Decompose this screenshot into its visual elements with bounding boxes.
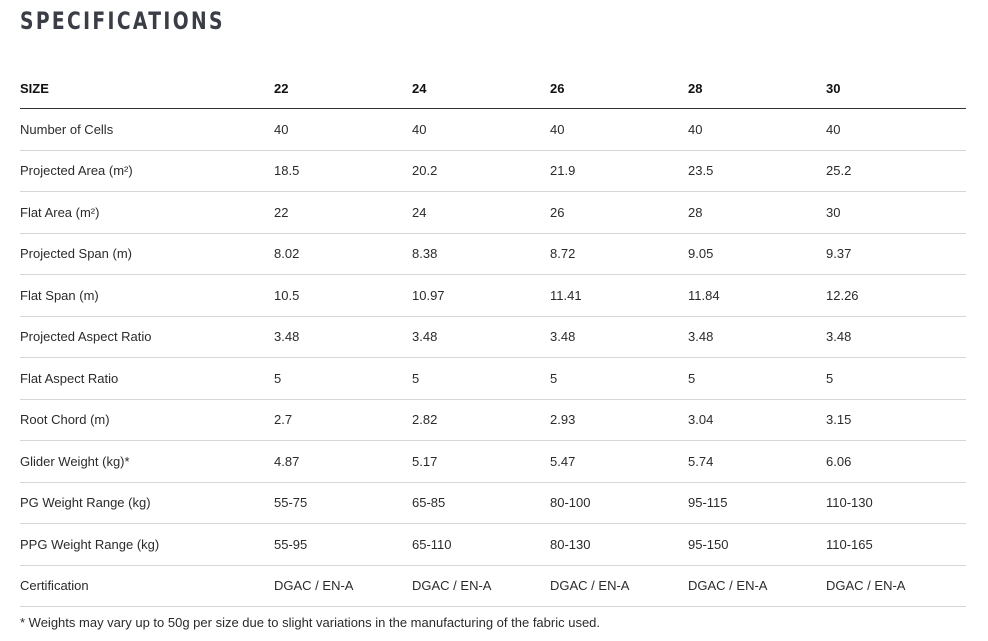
table-cell: 95-115 [688,482,826,524]
table-cell: 3.48 [412,316,550,358]
table-row [20,109,966,151]
table-cell: 55-95 [274,524,412,566]
table-cell: 110-130 [826,482,966,524]
table-cell: 3.15 [826,399,966,441]
table-cell: 95-150 [688,524,826,566]
row-label: Flat Aspect Ratio [20,358,274,400]
header-size-label: SIZE [20,68,274,109]
table-row [20,192,966,234]
table-cell: 25.2 [826,150,966,192]
header-size-22: 22 [274,68,412,109]
table-cell: 40 [826,109,966,151]
table-cell: 5 [274,358,412,400]
table-row [20,358,966,400]
table-cell: 5 [826,358,966,400]
table-cell: DGAC / EN-A [688,565,826,607]
row-label: Flat Span (m) [20,275,274,317]
table-cell: 40 [412,109,550,151]
header-size-24: 24 [412,68,550,109]
row-label: PPG Weight Range (kg) [20,524,274,566]
table-cell: 11.41 [550,275,688,317]
table-row [20,524,966,566]
specifications-table [20,68,966,607]
table-cell: 5.74 [688,441,826,483]
table-cell: 65-85 [412,482,550,524]
table-cell: 9.05 [688,233,826,275]
row-label: Number of Cells [20,109,274,151]
table-cell: 55-75 [274,482,412,524]
table-cell: 9.37 [826,233,966,275]
table-cell: 5 [688,358,826,400]
table-cell: 2.7 [274,399,412,441]
table-cell: 40 [274,109,412,151]
weight-footnote: * Weights may vary up to 50g per size due to slight variations in the manufacturing of the fabric used. [20,615,601,630]
table-cell: DGAC / EN-A [412,565,550,607]
table-cell: 3.48 [274,316,412,358]
table-cell: 4.87 [274,441,412,483]
table-cell: 8.72 [550,233,688,275]
row-label: Root Chord (m) [20,399,274,441]
table-cell: 40 [688,109,826,151]
table-row [20,399,966,441]
table-cell: 28 [688,192,826,234]
table-cell: 5 [550,358,688,400]
table-cell: 40 [550,109,688,151]
row-label: Projected Span (m) [20,233,274,275]
table-cell: 3.48 [826,316,966,358]
table-cell: 22 [274,192,412,234]
header-size-30: 30 [826,68,966,109]
table-row [20,275,966,317]
table-cell: 10.97 [412,275,550,317]
table-cell: 10.5 [274,275,412,317]
table-cell: 65-110 [412,524,550,566]
table-cell: 8.38 [412,233,550,275]
table-row [20,482,966,524]
header-size-26: 26 [550,68,688,109]
table-cell: DGAC / EN-A [826,565,966,607]
row-label: Projected Aspect Ratio [20,316,274,358]
row-label: Certification [20,565,274,607]
table-cell: 110-165 [826,524,966,566]
table-cell: 2.82 [412,399,550,441]
table-row [20,441,966,483]
table-row [20,565,966,607]
table-cell: 5.47 [550,441,688,483]
row-label: PG Weight Range (kg) [20,482,274,524]
table-cell: DGAC / EN-A [550,565,688,607]
table-row [20,316,966,358]
table-cell: 3.48 [550,316,688,358]
table-cell: 21.9 [550,150,688,192]
table-cell: 11.84 [688,275,826,317]
table-cell: 5 [412,358,550,400]
table-cell: 80-130 [550,524,688,566]
table-cell: 18.5 [274,150,412,192]
table-row [20,150,966,192]
row-label: Glider Weight (kg)* [20,441,274,483]
row-label: Flat Area (m²) [20,192,274,234]
header-size-28: 28 [688,68,826,109]
table-body [20,109,966,607]
table-cell: 2.93 [550,399,688,441]
table-cell: 8.02 [274,233,412,275]
table-cell: DGAC / EN-A [274,565,412,607]
table-cell: 30 [826,192,966,234]
table-cell: 3.48 [688,316,826,358]
table-cell: 26 [550,192,688,234]
table-cell: 3.04 [688,399,826,441]
table-cell: 20.2 [412,150,550,192]
table-cell: 12.26 [826,275,966,317]
page-title: SPECIFICATIONS [20,7,225,35]
table-cell: 6.06 [826,441,966,483]
row-label: Projected Area (m²) [20,150,274,192]
table-cell: 80-100 [550,482,688,524]
table-row [20,233,966,275]
table-cell: 5.17 [412,441,550,483]
table-cell: 23.5 [688,150,826,192]
table-header-row [20,68,966,109]
table-cell: 24 [412,192,550,234]
